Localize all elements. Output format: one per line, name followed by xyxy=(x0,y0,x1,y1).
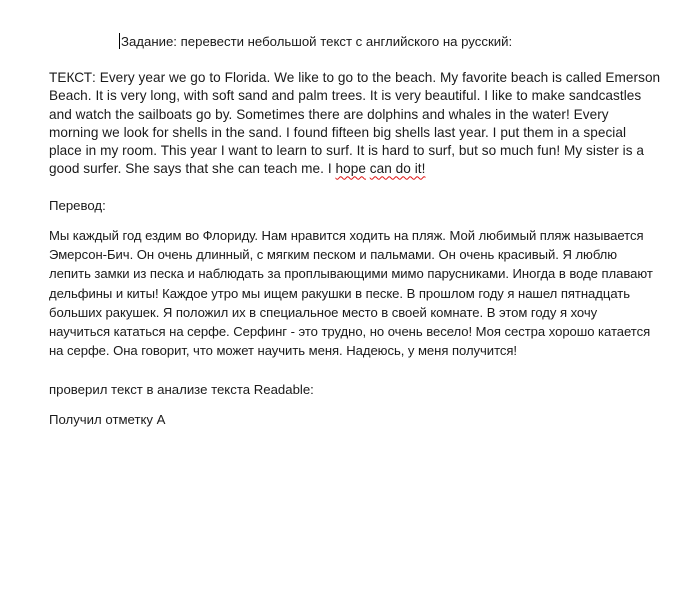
text-cursor xyxy=(119,33,120,49)
translation-label: Перевод: xyxy=(49,198,106,213)
grade-result: Получил отметку А xyxy=(49,412,166,427)
misspelled-phrase-can-do-it[interactable]: can do it! xyxy=(369,161,426,177)
task-text: Задание: перевести небольшой текст с английского на русский: xyxy=(121,34,513,49)
english-text: ТЕКСТ: Every year we go to Florida. We like to go to the beach. My favorite beach is called Emerson Beach. It is very long, with soft sand and palm trees. It is very beautiful. I like to make sandcastles and watch the sailboats go by. Sometimes there are dolphins and whales in the water! Every morning we look for shells in the sand. I found fifteen big shells last year. I put them in a special place in my room. This year I want to learn to surf. It is hard to surf, but so much fun! My sister is a good surfer. She says that she can teach me. I xyxy=(49,70,661,177)
task-line xyxy=(119,32,512,51)
translation-paragraph: Мы каждый год ездим во Флориду. Нам нравится ходить на пляж. Мой любимый пляж называется Эмерсон-Бич. Он очень длинный, с мягким песком и пальмами. Он очень красивый. Я люблю лепить замки из песка и наблюдать за проплывающими мимо парусниками. Иногда в воде плавают дельфины и киты! Каждое утро мы ищем ракушки в песке. В прошлом году я нашел пятнадцать больших ракушек. Я положил их в специальное место в своей комнате. В этом году я хочу научиться кататься на серфе. Серфинг - это трудно, но очень весело! Моя сестра хорошо катается на серфе. Она говорит, что может научить меня. Надеюсь, у меня получится! xyxy=(49,228,653,359)
english-text-paragraph xyxy=(49,69,661,179)
check-note: проверил текст в анализе текста Readable: xyxy=(49,382,314,397)
misspelled-word-hope[interactable]: hope xyxy=(335,161,366,177)
